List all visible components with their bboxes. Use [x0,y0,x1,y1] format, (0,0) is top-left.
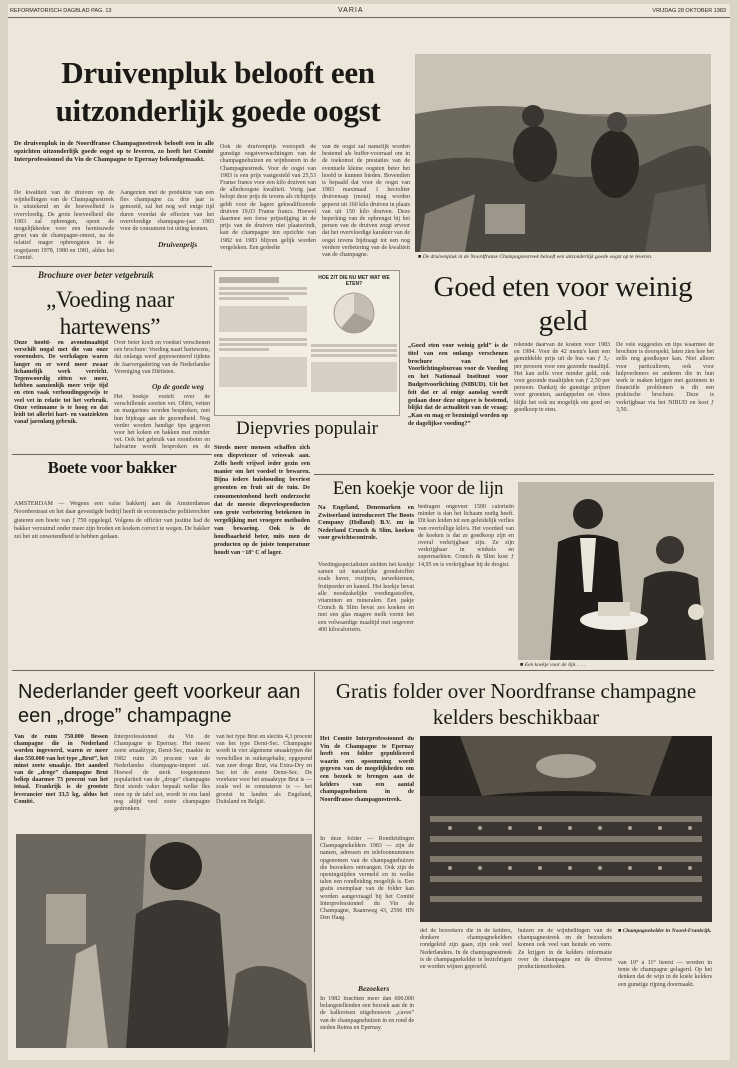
koekje-illustration [518,482,714,660]
body-droog-col2: Interprofessionnel du Vin de Champagne te Epernay. Het meest zoete smaaktype, Demi-Sec, maakte in 1982 ruim 26 procent van de Nederlandse champagne-import uit. Hoewel de sterk toegenomen populariteit van de „droge” champagne Brut steeds vaker bepaalt welke fles men op de tafel zet, wordt in ons land nog altijd veel zoete champagne gedronken. [114,734,210,813]
headline-gratis-folder: Gratis folder over Noordfranse champagne kelders beschikbaar [335,679,697,729]
headline-goed-eten: Goed eten voor weinig geld [433,271,693,337]
body-koekje-col2: bedragen ongeveer 1500 calorieën minder is dan het lichaam nodig heeft. Dit kan leiden tot een geleidelijk verlies van overtollige kilo's. Het voordeel van de koeken is dat ze goedkoop zijn en overal verkrijgbaar zijn. Ze zijn verkrijgbaar in winkels en supermarkten. Crunch & Slim kost ƒ 14,95 en is verkrijgbaar bij de drogist. [418,504,514,568]
body-folder-col4: van 10° à 11° heerst — worden in tente de champagne gelagerd. Op het denken dat de wijn in de koele kelders een gunstige rijping doormaakt. [618,960,712,988]
body-goed-eten-col3: De vele suggesties en tips waarmee de brochure is doorspekt, laten zien hoe het zelfs nog goedkoper kan. Niet alleen voor particulieren, ook voor hulpverleners en anderen die in hun werk te maken krijgen met gezinnen in financiële problemen is dit een praktische brochure. Deze is verkrijgbaar via het NIBUD en kost ƒ 3,50. [616,342,714,413]
headline-voeding: „Voeding naar hartewens” [46,287,174,339]
body-boete: AMSTERDAM — Wegens een valse bakkerij aan de Amsterdamse Noorderstraat en het daar gevestigde bedrijf heeft de economische politierechter gisteren een boete van ƒ 750 opgelegd. Volgens de officier van justitie had de bakker verzuimd onder meer zijn broden en koeken correct te wegen. De bakker zei het uit onwetendheid te hebben gedaan. [14,501,210,541]
brochure-page-left [219,277,307,411]
headline-druivenpluk: Druivenpluk belooft een uitzonderlijk goede oogst [55,55,381,128]
body-folder-col2: del de bezoekers die in de kelders, donkere champagnekelders rondgeleid zijn gaan, zijn ook veel Nederlanders. In de champagnestreek is de champagnekelder te bezichtigen en worden wijnen geproefd. [420,928,512,971]
body-folder-col1: In deze folder — Rondleidingen Champagnekelders 1983 — zijn de namen, adressen en telefoonnummers opgenomen van de champagnehuizen die bezoekers ontvangen. Ook zijn de openingstijden vermeld en in welke talen een rondleiding mogelijk is. Een gratis exemplaar van de folder kan worden aangevraagd bij het Comité Interprofessionnel du Vin de Champagne, Raamweg 43, 2596 HN Den Haag. [320,836,414,922]
photo-champagne-glass [16,834,312,1048]
masthead-section: VARIA [338,7,364,14]
rule-h-3 [314,474,714,475]
body-droog-col1: Van de ruim 750.000 flessen champagne die in Nederland worden ingevoerd, waren er meer dan 550.000 van het type „Brut”, het minst zoete smaakje. Het aandeel van de „droge” champagne Brut beliep daarmee 73 procent van het totaal. Frankrijk is de grootste leverancier met 33,5 kg, aldus het Comité. [14,734,108,805]
caption-vineyard: ■ De druivenpluk in de Noordfranse Champagnestreek belooft een uitzonderlijk goede oogst op te leveren. [418,254,711,261]
rule-h-1 [12,266,212,267]
body-folder-col1b: In 1982 brachten meer dan 600.000 belangstellenden een bezoek aan de in de kalkrotsen uitgehouwen „caves” van de champagnehuizen in en rond de steden Reims en Epernay. [320,996,414,1031]
caption-koekje: ■ Een koekje voor de lijn. . . . [520,662,710,669]
photo-vineyard [415,54,711,252]
photo-koekje [518,482,714,660]
headline-boete: Boete voor bakker [47,458,177,477]
rule-h-4 [12,670,714,671]
pie-illustration [311,287,397,337]
headline-diepvries: Diepvries populair [236,418,378,439]
cellar-illustration [420,736,712,922]
body-droog-col3: van het type Brut en slechts 4,3 procent van het type Demi-Sec. Champagne wordt in vier algemene smaaktypen die verschillen in suikergehalte, opgepend van zeer droge Brut, via Extra-Dry en Sec tot de zoete Demi-Sec. De voorkeur voor het smaaktype Brut is — zoals wel te constateren is — het grootst in landen als Engeland, Duitsland en België. [216,734,312,805]
lead-koekje: Na Engeland, Denemarken en Zwitserland introduceert The Boots Company (Holland) B.V. nu in Nederland Crunch & Slim, koeken voor gewichtscontrole. [318,504,414,542]
photo-champagne-cellar [420,736,712,922]
rule-v-1 [314,672,315,1052]
lead-druivenpluk: De druivenpluk in de Noordfranse Champagnestreek belooft een in alle opzichten uitzonderlijk goede oogst op te leveren, zo heeft het Comité Interprofessionnel du Vin de Champagne te Epernay bekendgemaakt. [14,140,214,163]
newspaper-page [8,4,730,1060]
body-voeding-col1: Onze hoofd- en avondmaaltijd verschilt nogal met die van onze voorouders. De werkdagen waren langer en er werd meer zwaar lichamelijk werk verricht. Tegenwoordig zitten we meer, hebben aanzienlijk meer vrije tijd en eten vaak verhoudingsgewijs te veel vet in relatie tot het verbruik. Onze vetinname is te hoog en dat leidt tot allerlei hart- en vaatziekten vanaf jarenlang gebruik. [14,340,108,426]
body-diepvries: Steeds meer mensen schaffen zich een diepvriezer of vriesvak aan. Zelfs heeft vrijwel ieder gezin een manier om het voedsel te bewaren. Bijna iedere huishouding bevriest groenten en fruit uit de tuin. De consumentenbond heeft onderzocht dat de meeste diepvriesproducten een grote verbetering betekenen in vergelijking met vroegere methoden van bewaring. Ook is de houdbaarheid beter, mits men de producten op de juiste temperatuur houdt van −18° C of lager. [214,445,310,557]
kicker-voeding: Brochure over beter vetgebruik [38,270,154,280]
body-druivenpluk-col2: Ook de druivenprijs voorspelt de gunstige oogstverwachtingen van de champagnehuizen en wijnboeren in de Champagnestreek. Voor de oogst van 1983 is een prijs vastgesteld van 25,53 Franse francs voor een kilo druiven van de allerhoogste kwaliteit. Vorig jaar belopt deze prijs de tevens als richtprijs geldt voor de lagere gekwalificeerde druiven 19,03 Franse francs. Hoewel daarmee een forse prijsstijging in de prijs van de druiven niet plaatsvindt, kan de champagne ten opzichte van 1982 tot 1983 blijven gelijk worden vergeleken. Een gedeelte [220,144,316,251]
rule-h-2 [12,454,212,455]
subhead-bezoekers: Bezoekers [358,984,390,993]
subhead-goede-weg: Op de goede weg [152,382,204,391]
brochure-page-right [311,275,397,413]
body-druivenpluk-col1b: Aangezien met de produktie van een fles champagne ca. drie jaar is gemoeid, zal het nog wel enige tijd duren voordat de effecten van het overvloedige champagne-jaar 1983 voor de consument tot uiting komen. [120,190,214,233]
headline-champagne-droog: Nederlander geeft voorkeur aan een „droge” champagne [18,681,301,727]
body-voeding-col2: Over beter koch en voedsel verschenen een brochure: Voeding naart hartewens, dat onlangs werd gepresenteerd tijdens de Jaarvergadering van de Nederlandse Vereniging van Diëtisten. [114,340,210,375]
vineyard-illustration [415,54,711,252]
lead-folder: Het Comité Interprofessionnel du Vin de Champagne te Epernay heeft een folder gepubliceerd waarin een opsomming wordt gegeven van de mogelijkheden om een bezoek te brengen aan de kelders van een aantal champagnehuizen in de Noordfranse champagnestreek. [320,736,414,803]
body-druivenpluk-col3: van de oogst zal namelijk worden bestemd als buffer-voorraad om in de toekomst de prestaties van de eventuele kleine oogsten beter het hoofd te kunnen bieden. Bovendien is bepaald dat voor de oogst van 1983 maximaal 1 hectoliter druivensap (mout) mag worden geperst uit 160 kilo druiven in plaats van uit 150 kilo druiven. Deze beperking van de opbrengst bij het persen van de druiven zorgt ervoor dat het overvloedige karakter van de oogst tevens bijdraagt tot een nog verdere verbetering van de kwaliteit van de champagne. [322,144,410,259]
body-goed-eten-col2: rekende daarvan de kosten voor 1983 en 1984. Voor de 42 menu's kent een gemiddelde prijs uit de bus van ƒ 3,- per persoon voor een gezonde maaltijd. Het kan zelfs voor minder geld, ook voor gezonde maaltijden van ƒ 2,50 per persoon. Dankzij de gunstige prijzen voor groenten, aardappelen en vlees blijkt het ook nu mogelijk om goed en goedkoop te eten. [514,342,610,413]
headline-koekje: Een koekje voor de lijn [332,478,504,499]
body-druivenpluk-col1: De kwaliteit van de druiven op de wijnhellingen van de Champagnestreek is uitstekend en de hoeveelheid is overvloedig. De grote hoeveelheid die 1983 zal opbrengen, opent de mogelijkheden voor een hernieuwde groei van de champagne-omzet, na de relatief mager opbrengsten in de oogstjaren 1978, 1980 en 1981, aldus het Comité. [14,190,114,261]
body-voeding-col3: Het boekje vestelt over de verschillende soorten vet. Oliën, vetten en margarines worden besproken, met hun bijdrage aan de gezondheid. Nog verder worden handige tips gegeven voor het koken en bakken met minder vet. Ook het gebruik van roomboter en halvarine wordt besproken en de [114,394,210,450]
subhead-druivenprijs: Druivenprijs [158,240,198,249]
body-goed-eten-col1: „Goed eten voor weinig geld” is de titel van een onlangs verschenen brochure van het Voorlichtingsbureau voor de Voeding en het Nationaal Instituut voor Budgetvoorlichting (NIBUD). Uit het feit dat er al enige aanslag wordt gedaan door deze uitgave is bestemd, blijkt dat de actualiteit van de vraag: „Kan en mag er bezuinigd worden op de dagelijkse voeding?” [408,342,508,427]
body-folder-col3: huizen en de wijnhellingen van de champagnestreek en de bezoekers komen ook veel van heinde en verre. Ze krijgen in de kelders informatie over de champagne en de diverse productiemethoden. [518,928,612,971]
body-koekje-col1: Voedingsspecialisten stelden het koekje samen uit natuurlijke grondstoffen zoals haver, rozijnen, tarwekiemen, fruitpoeder en kaneel. Het koekje bevat alle noodzakelijke voedingsstoffen, vitaminen en mineralen. Een pakje Crunch & Slim bevat zes koeken en met een glas magere melk vormt het een volwaardige maaltijd met ongeveer 400 kilocalorieën. [318,562,414,633]
brochure-figure-title: HOE ZIT DIE NU MET WAT WE ETEN? [318,275,390,287]
brochure-figure [214,270,400,416]
champagne-glass-illustration [16,834,312,1048]
masthead-date: VRIJDAG 28 OKTOBER 1983 [652,8,726,14]
masthead-left: REFORMATORISCH DAGBLAD PAG. 13 [10,8,112,14]
caption-cellar: ■ Champagnekelder in Noord-Frankrijk. [618,928,712,935]
masthead [8,4,730,18]
